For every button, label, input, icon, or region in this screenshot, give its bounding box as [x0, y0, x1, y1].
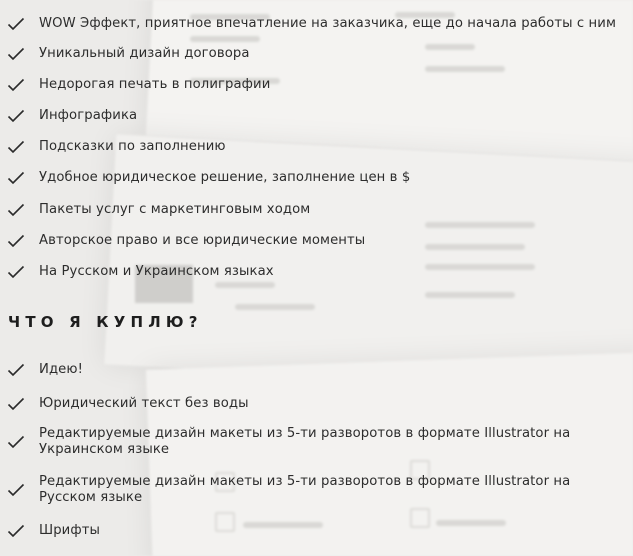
list-item-label: Недорогая печать в полиграфии — [39, 77, 271, 92]
list-item — [0, 108, 137, 124]
background-checkbox — [410, 508, 430, 528]
list-item-label: Идею! — [39, 362, 83, 377]
list-item — [0, 396, 249, 412]
check-icon — [7, 435, 25, 449]
list-item-label: Авторское право и все юридические моменты — [39, 233, 366, 248]
list-item-label: Уникальный дизайн договора — [39, 46, 250, 61]
list-item — [0, 264, 274, 280]
check-icon — [7, 265, 25, 279]
list-item — [0, 16, 616, 32]
list-item — [0, 202, 310, 218]
check-icon — [7, 171, 25, 185]
list-item-label: Удобное юридическое решение, заполнение цен в $ — [39, 170, 411, 185]
list-item-label: WOW Эффект, приятное впечатление на заказчика, еще до начала работы с ним — [39, 16, 616, 31]
list-item-label: Редактируемые дизайн макеты из 5-ти разворотов в формате Illustrator на Русском языке — [39, 474, 571, 505]
list-item-label: Редактируемые дизайн макеты из 5-ти разворотов в формате Illustrator на Украинском языке — [39, 426, 571, 457]
background-line — [425, 66, 505, 72]
check-icon — [7, 47, 25, 61]
list-item-label: Шрифты — [39, 523, 101, 538]
background-line — [425, 222, 535, 228]
background-line — [235, 304, 315, 310]
background-line — [243, 522, 323, 528]
list-item-label: Подсказки по заполнению — [39, 139, 226, 154]
check-icon — [7, 234, 25, 248]
list-item — [0, 139, 226, 155]
list-item-label: Юридический текст без воды — [39, 396, 249, 411]
background-line — [190, 36, 260, 42]
list-item — [0, 77, 270, 93]
background-line — [425, 244, 525, 250]
background-line — [425, 44, 475, 50]
check-icon — [7, 524, 25, 538]
background-checkbox — [215, 512, 235, 532]
list-item — [0, 46, 250, 62]
list-item — [0, 233, 365, 249]
check-icon — [7, 363, 25, 377]
list-item — [0, 170, 410, 186]
section-heading: ЧТО Я КУПЛЮ? — [8, 313, 203, 331]
check-icon — [7, 109, 25, 123]
check-icon — [7, 140, 25, 154]
list-item-label: Инфографика — [39, 108, 138, 123]
list-item-label: Пакеты услуг с маркетинговым ходом — [39, 202, 311, 217]
check-icon — [7, 397, 25, 411]
check-icon — [7, 483, 25, 497]
background-line — [425, 264, 535, 270]
list-item — [0, 362, 83, 378]
list-item — [0, 474, 599, 506]
list-item — [0, 523, 100, 539]
check-icon — [7, 203, 25, 217]
check-icon — [7, 78, 25, 92]
list-item — [0, 426, 599, 458]
background-line — [215, 282, 275, 288]
list-item-label: На Русском и Украинском языках — [39, 264, 274, 279]
background-line — [436, 520, 506, 526]
check-icon — [7, 17, 25, 31]
background-line — [425, 292, 515, 298]
